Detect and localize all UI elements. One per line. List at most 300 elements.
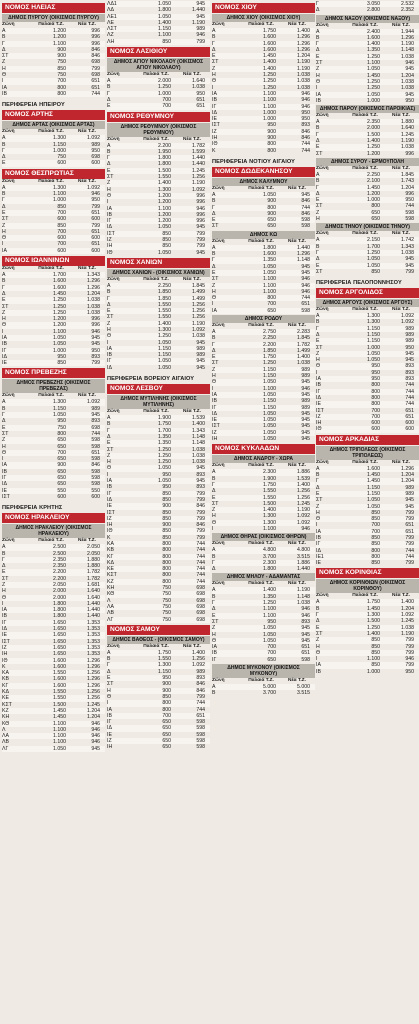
- zone-cell: Γ: [2, 40, 5, 47]
- zone-cell: Δ: [316, 47, 320, 54]
- table-section: [212, 573, 315, 663]
- table-section: [212, 315, 315, 442]
- old-value-cell: 850: [57, 65, 66, 72]
- new-value-cell: 1.296: [401, 465, 414, 472]
- zone-cell: Ε: [316, 197, 320, 204]
- new-value-cell: 1.343: [192, 427, 205, 434]
- zone-cell: ΙΘ: [212, 141, 218, 148]
- new-value-header: Νέα Τ.Ζ.: [288, 22, 306, 27]
- old-value-cell: 1.100: [367, 656, 380, 663]
- new-value-cell: 598: [91, 475, 100, 482]
- old-value-cell: 1.550: [263, 488, 276, 495]
- zone-cell: ΙΓ: [2, 347, 7, 354]
- zone-cell: Θ: [316, 649, 321, 656]
- old-value-cell: 1.850: [263, 347, 276, 354]
- zone-cell: ΙΔ: [107, 224, 112, 231]
- zone-cell: Δ: [2, 46, 6, 53]
- old-value-cell: 1.550: [158, 174, 171, 181]
- new-value-cell: 744: [196, 541, 205, 547]
- old-value-cell: 800: [371, 553, 380, 560]
- table-row: [316, 426, 419, 432]
- old-value-cell: 1.400: [367, 630, 380, 637]
- table-section: [107, 258, 210, 371]
- new-value-cell: 744: [301, 204, 310, 211]
- old-value-cell: 1.300: [367, 612, 380, 619]
- zone-cell: ΙΗ: [107, 243, 113, 250]
- zone-cell: Ι: [2, 241, 4, 248]
- table-row: [212, 657, 315, 663]
- old-value-cell: 1.050: [367, 503, 380, 510]
- old-value-cell: 1.050: [158, 1, 171, 7]
- old-value-cell: 750: [162, 616, 171, 623]
- new-value-cell: 1.782: [87, 575, 100, 582]
- old-value-cell: 1.300: [53, 135, 66, 142]
- zone-cell: Δ: [316, 190, 320, 197]
- old-value-cell: 2.350: [53, 556, 66, 563]
- new-value-cell: 1.599: [192, 148, 205, 155]
- zone-cell: ΛΑ: [107, 603, 114, 610]
- zone-cell: Ζ: [107, 320, 111, 327]
- zone-cell: Η: [107, 459, 111, 466]
- new-value-cell: 1.092: [192, 326, 205, 333]
- zone-cell: Δ: [107, 668, 111, 675]
- zone-cell: Β: [2, 405, 6, 412]
- zone-header: Ζώνη: [212, 185, 225, 191]
- zone-cell: Β: [212, 475, 216, 482]
- table-row: [2, 360, 105, 366]
- old-value-cell: 1.200: [367, 150, 380, 157]
- new-value-cell: 1.190: [401, 630, 414, 637]
- zone-cell: Ζ: [2, 582, 6, 588]
- zone-cell: Η: [2, 65, 6, 72]
- zone-cell: ΙΑ: [212, 391, 217, 398]
- old-value-cell: 1.000: [367, 344, 380, 351]
- new-value-cell: 1.256: [192, 308, 205, 315]
- old-value-cell: 1.050: [367, 497, 380, 504]
- new-value-cell: 1.499: [192, 295, 205, 302]
- new-value-cell: 846: [91, 462, 100, 469]
- new-value-header: Νέα Τ.Ζ.: [288, 541, 306, 547]
- new-value-cell: 598: [196, 725, 205, 732]
- zone-cell: ΙΣΤ: [2, 638, 10, 645]
- new-value-cell: 1.038: [401, 78, 414, 85]
- new-value-cell: 1.353: [87, 626, 100, 633]
- zone-cell: Ι: [107, 339, 109, 346]
- zone-cell: Ε: [107, 675, 111, 682]
- new-value-cell: 1.148: [192, 440, 205, 447]
- old-value-cell: 1.000: [367, 97, 380, 104]
- old-value-cell: 2.200: [263, 341, 276, 348]
- zone-cell: ΙΒ: [316, 382, 321, 389]
- zone-cell: Η: [2, 443, 6, 450]
- new-value-cell: 1.400: [192, 649, 205, 656]
- prefecture-heading: ΝΟΜΟΣ ΗΛΕΙΑΣ: [2, 3, 105, 13]
- new-value-cell: 1.400: [297, 28, 310, 34]
- old-value-cell: 800: [162, 706, 171, 713]
- zone-cell: Ε: [316, 144, 320, 151]
- old-value-cell: 1.050: [367, 262, 380, 269]
- old-value-cell: 750: [57, 424, 66, 431]
- old-value-cell: 1.000: [263, 109, 276, 116]
- new-value-cell: 651: [91, 241, 100, 248]
- zone-cell: ΙΓ: [2, 475, 7, 482]
- zone-cell: ΚΔ: [2, 689, 9, 696]
- new-value-cell: 651: [301, 650, 310, 657]
- zone-cell: Δ: [212, 46, 216, 53]
- old-value-cell: 600: [371, 426, 380, 433]
- zone-cell: Γ: [107, 427, 110, 434]
- zone-cell: ΣΤ: [316, 497, 323, 504]
- new-value-cell: 1.092: [297, 519, 310, 526]
- old-value-cell: 950: [162, 675, 171, 682]
- old-value-cell: 650: [57, 475, 66, 482]
- new-value-cell: 946: [91, 328, 100, 335]
- zone-cell: ΙΖ: [107, 738, 112, 745]
- old-value-cell: 1.250: [158, 452, 171, 459]
- old-value-cell: 850: [162, 515, 171, 522]
- zone-cell: Β: [2, 550, 6, 557]
- zone-cell: ΣΤ: [316, 60, 323, 67]
- region-heading: ΠΕΡΙΦΕΡΕΙΑ ΗΠΕΙΡΟΥ: [2, 102, 65, 109]
- old-value-header: Παλαιά Τ.Ζ.: [38, 178, 64, 184]
- zone-cell: Α: [107, 415, 111, 422]
- old-value-cell: 1.400: [367, 41, 380, 48]
- zone-cell: Β: [212, 251, 216, 258]
- old-value-cell: 1.700: [158, 427, 171, 434]
- new-value-cell: 1.038: [401, 53, 414, 60]
- zone-cell: Ζ: [212, 65, 216, 72]
- new-value-header: Νέα Τ.Ζ.: [183, 409, 201, 415]
- zone-cell: Β: [212, 34, 216, 41]
- new-value-cell: 1.296: [87, 676, 100, 683]
- new-value-header: Νέα Τ.Ζ.: [78, 129, 96, 135]
- zone-cell: ΙΑ: [316, 376, 321, 383]
- old-value-cell: 1.150: [158, 26, 171, 33]
- new-value-cell: 945: [301, 423, 310, 430]
- region-heading: ΠΕΡΙΦΕΡΕΙΑ ΠΕΛΟΠΟΝΝΗΣΟΥ: [316, 280, 402, 287]
- old-value-cell: 1.100: [367, 60, 380, 67]
- new-value-cell: 893: [196, 484, 205, 491]
- zone-cell: Λ: [2, 726, 6, 733]
- zone-cell: Ε: [2, 160, 6, 167]
- new-value-cell: 846: [301, 210, 310, 217]
- new-value-cell: 945: [405, 91, 414, 98]
- new-value-cell: 989: [405, 490, 414, 497]
- municipality-heading: ΔΗΜΟΣ ΚΑΛΥΜΝΟΥ: [212, 178, 315, 186]
- old-value-cell: 3.700: [263, 690, 276, 697]
- zone-cell: Α: [212, 328, 216, 335]
- old-value-cell: 1.350: [263, 257, 276, 264]
- table-row: [212, 690, 315, 696]
- zone-cell: ΚΖ: [2, 707, 9, 714]
- table-section: [2, 505, 105, 752]
- new-value-cell: 1.038: [401, 85, 414, 92]
- old-value-header: Παλαιά Τ.Ζ.: [248, 463, 274, 469]
- table-row: [2, 494, 105, 500]
- new-value-cell: 1.296: [297, 251, 310, 258]
- table-body: [107, 283, 210, 371]
- new-value-cell: 1.296: [401, 34, 414, 41]
- zone-cell: Δ: [107, 96, 111, 103]
- municipality-heading: ΔΗΜΟΣ ΡΟΔΟΥ: [212, 315, 315, 323]
- old-value-header: Παλαιά Τ.Ζ.: [352, 231, 378, 237]
- zone-cell: ΙΖ: [316, 413, 321, 420]
- old-value-cell: 1.250: [367, 144, 380, 151]
- table-body: [212, 329, 315, 442]
- zone-cell: Β: [107, 656, 111, 663]
- old-value-cell: 1.600: [263, 40, 276, 47]
- zone-cell: Α: [2, 272, 6, 279]
- zone-header: Ζώνη: [316, 459, 329, 465]
- zone-cell: ΣΤ: [2, 53, 9, 60]
- new-value-cell: 989: [405, 331, 414, 338]
- old-value-cell: 1.200: [53, 322, 66, 329]
- old-value-cell: 1.100: [263, 526, 276, 532]
- new-value-cell: 698: [91, 154, 100, 161]
- zone-cell: ΙΑ: [107, 205, 112, 212]
- new-value-cell: 950: [405, 197, 414, 204]
- zone-cell: Θ: [212, 78, 217, 85]
- municipality-heading: ΔΗΜΟΣ ΚΩ: [212, 231, 315, 239]
- old-value-cell: 1.200: [53, 34, 66, 41]
- zone-cell: ΚΕ: [2, 695, 9, 702]
- table-section: [107, 47, 210, 109]
- new-value-cell: 1.296: [297, 46, 310, 53]
- new-value-cell: 1.256: [297, 488, 310, 495]
- new-value-cell: 799: [196, 528, 205, 535]
- new-value-cell: 1.353: [87, 619, 100, 626]
- zone-cell: Β: [212, 690, 216, 697]
- zone-cell: ΙΓ: [316, 541, 321, 548]
- old-value-cell: 1.650: [53, 626, 66, 633]
- new-value-cell: 945: [301, 391, 310, 398]
- zone-cell: Ζ: [316, 350, 320, 357]
- old-value-cell: 1.750: [158, 421, 171, 428]
- old-value-cell: 1.100: [53, 328, 66, 335]
- old-value-header: Παλαιά Τ.Ζ.: [352, 307, 378, 313]
- new-value-cell: 946: [301, 282, 310, 289]
- zone-cell: ΙΒ: [2, 468, 7, 475]
- zone-cell: Δ: [2, 154, 6, 161]
- zone-header: Ζώνη: [2, 266, 15, 272]
- zone-cell: Η: [212, 288, 216, 295]
- old-value-cell: 1.050: [263, 379, 276, 386]
- zone-cell: Ε: [316, 262, 320, 269]
- zone-cell: ΛΔ: [107, 7, 114, 14]
- table-body: [212, 587, 315, 663]
- new-value-cell: 598: [196, 731, 205, 738]
- new-value-cell: 893: [405, 369, 414, 376]
- new-value-header: Νέα Τ.Ζ.: [392, 459, 410, 465]
- zone-cell: Α: [2, 399, 6, 406]
- zone-cell: ΙΕ: [212, 116, 217, 123]
- new-value-cell: 950: [405, 668, 414, 675]
- old-value-cell: 1.450: [367, 605, 380, 612]
- new-value-cell: 989: [301, 398, 310, 405]
- new-value-cell: 744: [91, 90, 100, 97]
- old-value-cell: 1.550: [158, 656, 171, 663]
- new-value-cell: 996: [91, 316, 100, 323]
- new-value-cell: 1.204: [401, 605, 414, 612]
- old-value-cell: 1.450: [53, 714, 66, 721]
- zone-cell: ΣΤ: [212, 223, 219, 230]
- old-value-cell: 1.100: [263, 385, 276, 392]
- zone-cell: Η: [2, 588, 6, 595]
- zone-cell: ΙΒ: [2, 90, 7, 97]
- new-value-cell: 744: [196, 706, 205, 713]
- zone-header: Ζώνη: [212, 322, 225, 328]
- new-value-cell: 1.886: [297, 469, 310, 476]
- zone-cell: Γ: [212, 600, 215, 607]
- new-value-cell: 946: [405, 60, 414, 67]
- new-value-cell: 1.092: [401, 612, 414, 619]
- new-value-cell: 945: [301, 436, 310, 443]
- zone-cell: Α: [2, 184, 6, 191]
- old-value-cell: 1.050: [263, 410, 276, 417]
- table-body: [316, 313, 419, 433]
- region-heading: ΠΕΡΙΦΕΡΕΙΑ ΒΟΡΕΙΟΥ ΑΙΓΑΙΟΥ: [107, 376, 195, 383]
- zone-cell: ΛΔ1: [107, 1, 117, 7]
- old-value-cell: 1.100: [263, 606, 276, 613]
- new-value-cell: 600: [405, 426, 414, 433]
- new-value-cell: 945: [196, 478, 205, 485]
- new-value-cell: 550: [91, 487, 100, 494]
- new-value-cell: 1.038: [87, 303, 100, 310]
- zone-header: Ζώνη: [316, 231, 329, 237]
- old-value-cell: 1.350: [367, 47, 380, 54]
- new-value-cell: 600: [91, 160, 100, 167]
- zone-cell: Η: [2, 316, 6, 323]
- new-value-cell: 1.245: [401, 618, 414, 625]
- table-section: [212, 444, 315, 532]
- new-value-cell: 698: [91, 72, 100, 79]
- new-value-cell: 1.148: [297, 593, 310, 600]
- zone-cell: Ε: [107, 103, 111, 110]
- table-row: [316, 560, 419, 566]
- table-row: [107, 365, 210, 371]
- old-value-cell: 750: [162, 597, 171, 604]
- region-heading: ΠΕΡΙΦΕΡΕΙΑ ΝΟΤΙΟΥ ΑΙΓΑΙΟΥ: [212, 158, 295, 165]
- zone-cell: Ε: [212, 217, 216, 224]
- new-value-cell: 1.640: [401, 125, 414, 132]
- new-value-cell: 989: [301, 366, 310, 373]
- new-value-cell: 945: [196, 1, 205, 7]
- old-value-cell: 1.050: [367, 357, 380, 364]
- zone-cell: ΙΔ: [212, 109, 217, 116]
- zone-cell: ΛΕ1: [107, 13, 117, 20]
- old-value-cell: 950: [267, 122, 276, 129]
- new-value-header: Νέα Τ.Ζ.: [392, 165, 410, 171]
- zone-cell: ΙΒ: [316, 535, 321, 541]
- new-value-cell: 651: [91, 449, 100, 456]
- zone-cell: Α: [212, 191, 216, 198]
- new-value-cell: 989: [405, 484, 414, 491]
- zone-cell: ΙΑ: [316, 528, 321, 535]
- old-value-cell: 1.200: [158, 192, 171, 199]
- zone-cell: ΙΣΤ: [107, 509, 115, 516]
- municipality-heading: ΔΗΜΟΣ ΑΓΙΟΥ ΝΙΚΟΛΑΟΥ (ΟΙΚΙΣΜΟΣ ΑΓΙΟΥ ΝΙΚΟΛΑΟΥ): [107, 58, 210, 72]
- new-value-cell: 5.000: [297, 684, 310, 691]
- zone-cell: Ι: [107, 700, 109, 707]
- old-value-cell: 850: [162, 230, 171, 237]
- zone-header: Ζώνη: [212, 678, 225, 684]
- new-value-cell: 1.038: [401, 249, 414, 256]
- zone-cell: Δ: [212, 488, 216, 495]
- old-value-cell: 700: [267, 650, 276, 657]
- old-value-cell: 1.800: [158, 161, 171, 168]
- new-value-cell: 950: [301, 109, 310, 116]
- new-value-cell: 651: [405, 413, 414, 420]
- new-value-cell: 1.092: [87, 184, 100, 191]
- table-body: [107, 415, 210, 623]
- zone-cell: Η: [212, 513, 216, 520]
- column-4: [316, 1, 419, 675]
- table-section: [316, 15, 419, 105]
- zone-cell: Δ: [2, 203, 6, 210]
- zone-cell: ΙΓ: [107, 218, 112, 225]
- zone-header: Ζώνη: [2, 178, 15, 184]
- zone-header: Ζώνη: [316, 113, 329, 119]
- old-value-cell: 750: [57, 154, 66, 161]
- table-row: [212, 148, 315, 154]
- new-value-cell: 1.296: [297, 40, 310, 47]
- old-value-cell: 1.200: [158, 211, 171, 218]
- new-value-cell: 1.148: [192, 433, 205, 440]
- new-value-cell: 598: [301, 217, 310, 224]
- old-value-cell: 1.150: [367, 490, 380, 497]
- new-value-cell: 989: [405, 338, 414, 345]
- zone-cell: ΚΣΤ: [107, 572, 117, 579]
- zone-cell: ΚΔ: [107, 559, 114, 566]
- new-value-cell: 799: [196, 693, 205, 700]
- zone-header: Ζώνη: [2, 538, 15, 544]
- new-value-cell: 1.353: [87, 638, 100, 645]
- new-value-cell: 893: [91, 353, 100, 360]
- table-body: [316, 237, 419, 275]
- new-value-cell: 698: [196, 616, 205, 623]
- zone-cell: Ε: [212, 494, 216, 501]
- table-section: [316, 158, 419, 222]
- new-value-cell: 4.800: [297, 547, 310, 554]
- zone-cell: ΚΒ: [107, 547, 114, 554]
- old-value-cell: 1.050: [263, 429, 276, 436]
- zone-cell: ΙΕ1: [316, 553, 324, 560]
- zone-cell: Η: [212, 373, 216, 380]
- old-value-cell: 700: [162, 712, 171, 719]
- zone-cell: Η: [107, 326, 111, 333]
- zone-cell: ΚΒ: [2, 676, 9, 683]
- old-value-cell: 1.500: [367, 618, 380, 625]
- old-value-cell: 800: [57, 84, 66, 91]
- old-value-cell: 1.250: [53, 309, 66, 316]
- new-value-cell: 996: [196, 192, 205, 199]
- old-value-header: Παλαιά Τ.Ζ.: [38, 266, 64, 272]
- old-value-cell: 1.250: [367, 53, 380, 60]
- zone-cell: Ε: [316, 624, 320, 631]
- zone-cell: ΙΔ: [107, 364, 112, 371]
- new-value-cell: 946: [91, 733, 100, 740]
- old-value-cell: 950: [57, 353, 66, 360]
- zone-cell: ΙΒ: [107, 352, 112, 359]
- old-value-cell: 1.050: [53, 341, 66, 348]
- old-value-cell: 850: [162, 496, 171, 503]
- old-value-header: Παλαιά Τ.Ζ.: [143, 409, 169, 415]
- old-value-cell: 5.000: [263, 684, 276, 691]
- old-value-cell: 1.100: [158, 32, 171, 39]
- zone-cell: Β: [2, 191, 6, 198]
- prefecture-heading: ΝΟΜΟΣ ΘΕΣΠΡΩΤΙΑΣ: [2, 169, 105, 179]
- table-body: [316, 599, 419, 675]
